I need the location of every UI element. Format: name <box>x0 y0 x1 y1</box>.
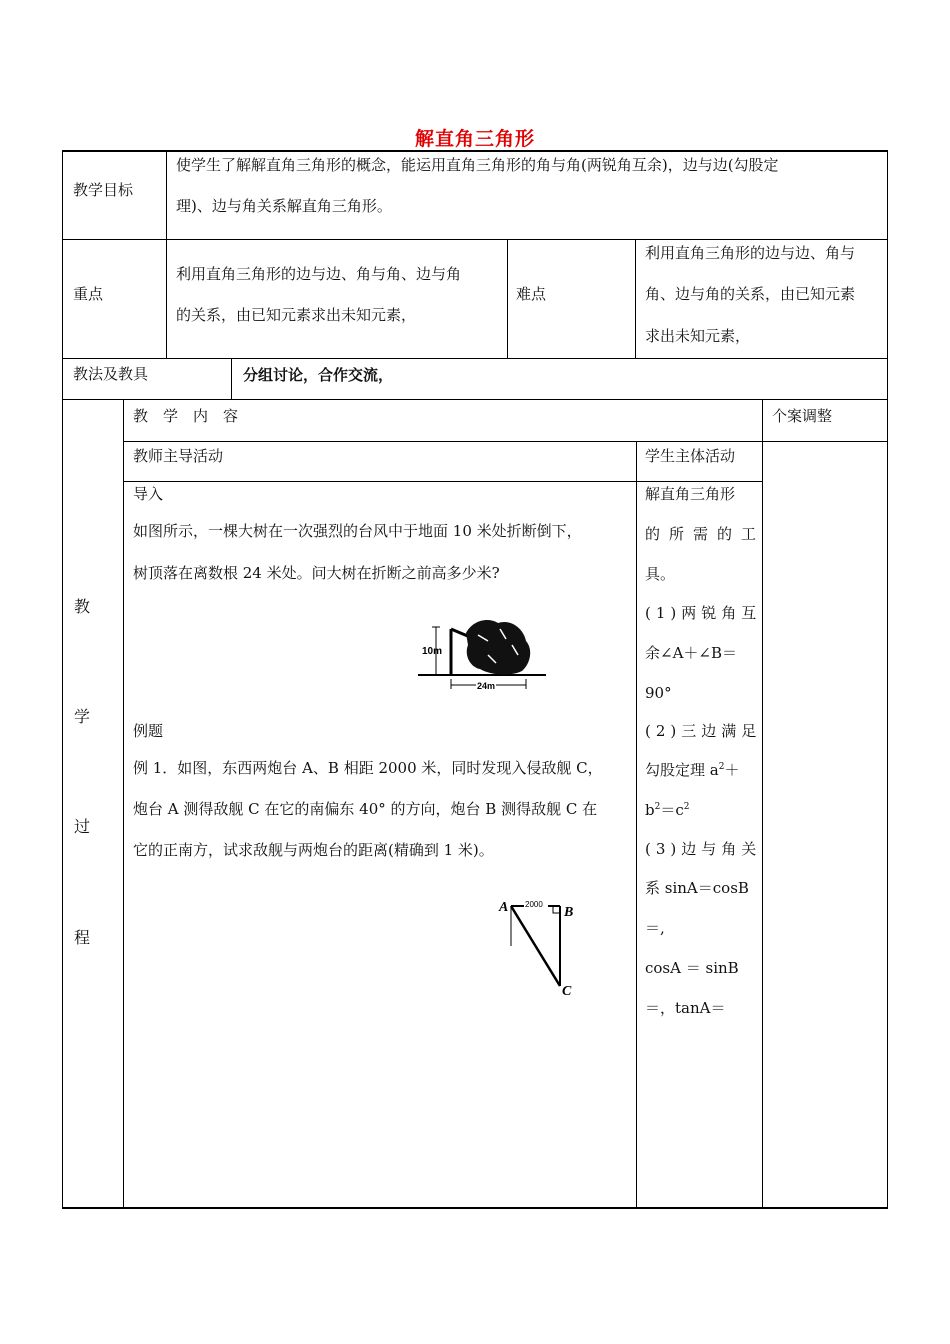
point-c-label: C <box>562 984 572 999</box>
tree-distance-label: 24m <box>477 681 496 691</box>
methods-value: 分组讨论，合作交流， <box>243 366 394 384</box>
difficult-points-line-1: 利用直角三角形的边与边、角与 <box>645 244 856 262</box>
adjust-header: 个案调整 <box>772 407 833 425</box>
process-label-char-2: 学 <box>74 707 91 726</box>
triangle-distance-label: 2000 <box>525 900 543 909</box>
point-a-label: A <box>499 900 509 915</box>
example-line-3: 它的正南方，试求敌舰与两炮台的距离(精确到 1 米)。 <box>133 841 494 859</box>
student-line-6: 90° <box>645 684 672 702</box>
intro-heading: 导入 <box>133 485 164 503</box>
difficult-points-label: 难点 <box>516 285 547 303</box>
point-b-label: B <box>564 905 574 920</box>
student-line-1: 解直角三角形 <box>645 485 736 503</box>
student-line-8: 勾股定理 $a^2+$ <box>645 761 740 779</box>
objectives-label: 教学目标 <box>73 181 134 199</box>
methods-label: 教法及教具 <box>73 365 149 383</box>
intro-line-2: 树顶落在离数根 24 米处。问大树在折断之前高多少米? <box>133 564 500 582</box>
fallen-tree-figure <box>418 615 548 695</box>
student-line-5: 余∠A＋∠B＝ <box>645 644 737 662</box>
student-line-11: 系 sinA＝cosB <box>645 879 749 897</box>
example-line-1: 例 1．如图，东西两炮台 A、B 相距 2000 米，同时发现入侵敌舰 C， <box>133 759 603 777</box>
intro-line-1: 如图所示，一棵大树在一次强烈的台风中于地面 10 米处折断倒下， <box>133 522 582 540</box>
key-points-line-2: 的关系，由已知元素求出未知元素， <box>176 306 417 324</box>
content-header: 教 学 内 容 <box>133 407 239 425</box>
student-line-12: ＝, <box>645 919 665 937</box>
student-line-3: 具。 <box>645 565 676 583</box>
student-line-2: 的所需的工 <box>645 525 766 543</box>
student-line-14: ＝，tanA＝ <box>645 999 726 1017</box>
student-header: 学生主体活动 <box>645 447 736 465</box>
objectives-line-1: 使学生了解解直角三角形的概念，能运用直角三角形的角与角(两锐角互余)，边与边(勾股定 <box>176 156 779 174</box>
triangle-figure <box>496 894 586 1004</box>
student-line-10: (3)边与角关 <box>645 840 762 858</box>
key-points-label: 重点 <box>73 285 104 303</box>
process-label-char-3: 过 <box>74 817 91 836</box>
student-line-7: (2)三边满足 <box>645 722 762 740</box>
example-line-2: 炮台 A 测得敌舰 C 在它的南偏东 40° 的方向，炮台 B 测得敌舰 C 在 <box>133 800 598 818</box>
difficult-points-line-2: 角、边与角的关系，由已知元素 <box>645 285 856 303</box>
teacher-header: 教师主导活动 <box>133 447 224 465</box>
difficult-points-line-3: 求出未知元素， <box>645 327 751 345</box>
objectives-line-2: 理)、边与角关系解直角三角形。 <box>176 197 392 215</box>
student-line-9: $b^2=c^2$ <box>645 801 690 819</box>
student-line-4: (1)两锐角互 <box>645 604 762 622</box>
student-line-13: cosA ＝ sinB <box>645 959 739 977</box>
process-label-char-4: 程 <box>74 928 91 947</box>
example-heading: 例题 <box>133 722 164 740</box>
page-title: 解直角三角形 <box>414 128 535 150</box>
key-points-line-1: 利用直角三角形的边与边、角与角、边与角 <box>176 265 462 283</box>
process-label-char-1: 教 <box>74 597 91 616</box>
tree-height-label: 10m <box>422 646 443 657</box>
